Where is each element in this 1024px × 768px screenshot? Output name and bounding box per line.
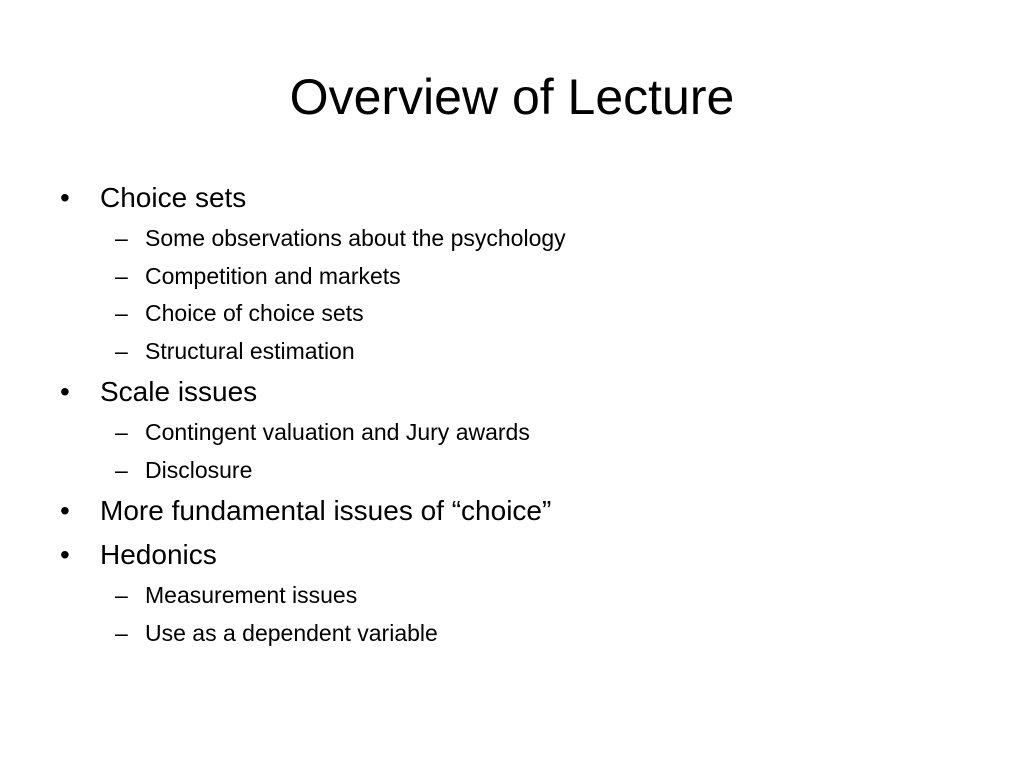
sub-item-text: Disclosure	[145, 456, 253, 483]
sub-item-text: Choice of choice sets	[145, 300, 364, 326]
sub-item	[115, 615, 960, 653]
bullet-item-choice-sets	[60, 176, 960, 370]
sub-item	[115, 414, 960, 452]
bullet-text: Hedonics	[100, 539, 217, 570]
bullet-item-fundamental-issues	[60, 489, 960, 533]
bullet-text: More fundamental issues of “choice”	[100, 495, 552, 526]
sub-item	[115, 577, 960, 615]
bullet-list	[60, 176, 960, 652]
sub-item	[115, 220, 960, 258]
sub-list	[115, 577, 960, 652]
bullet-icon: •	[60, 495, 70, 526]
sub-item	[115, 333, 960, 371]
dash-icon: –	[115, 225, 128, 251]
bullet-item-hedonics	[60, 533, 960, 652]
bullet-item-scale-issues	[60, 370, 960, 489]
sub-item-text: Competition and markets	[145, 262, 401, 289]
bullet-icon: •	[60, 376, 70, 407]
sub-item-text: Use as a dependent variable	[145, 619, 438, 646]
dash-icon: –	[115, 419, 128, 445]
bullet-text: Scale issues	[100, 376, 258, 407]
sub-item-text: Contingent valuation and Jury awards	[145, 419, 530, 445]
sub-item-text: Structural estimation	[145, 337, 355, 364]
sub-item	[115, 258, 960, 296]
bullet-icon: •	[60, 539, 70, 570]
sub-item	[115, 452, 960, 490]
sub-item	[115, 295, 960, 333]
bullet-icon: •	[60, 182, 70, 213]
sub-item-text: Measurement issues	[145, 582, 358, 608]
dash-icon: –	[115, 262, 128, 289]
dash-icon: –	[115, 456, 128, 483]
sub-list	[115, 220, 960, 370]
dash-icon: –	[115, 619, 128, 646]
dash-icon: –	[115, 582, 128, 608]
bullet-text: Choice sets	[100, 182, 247, 213]
sub-list	[115, 414, 960, 489]
slide-title: Overview of Lecture	[289, 69, 735, 125]
dash-icon: –	[115, 337, 128, 364]
dash-icon: –	[115, 300, 128, 326]
sub-item-text: Some observations about the psychology	[145, 225, 566, 251]
